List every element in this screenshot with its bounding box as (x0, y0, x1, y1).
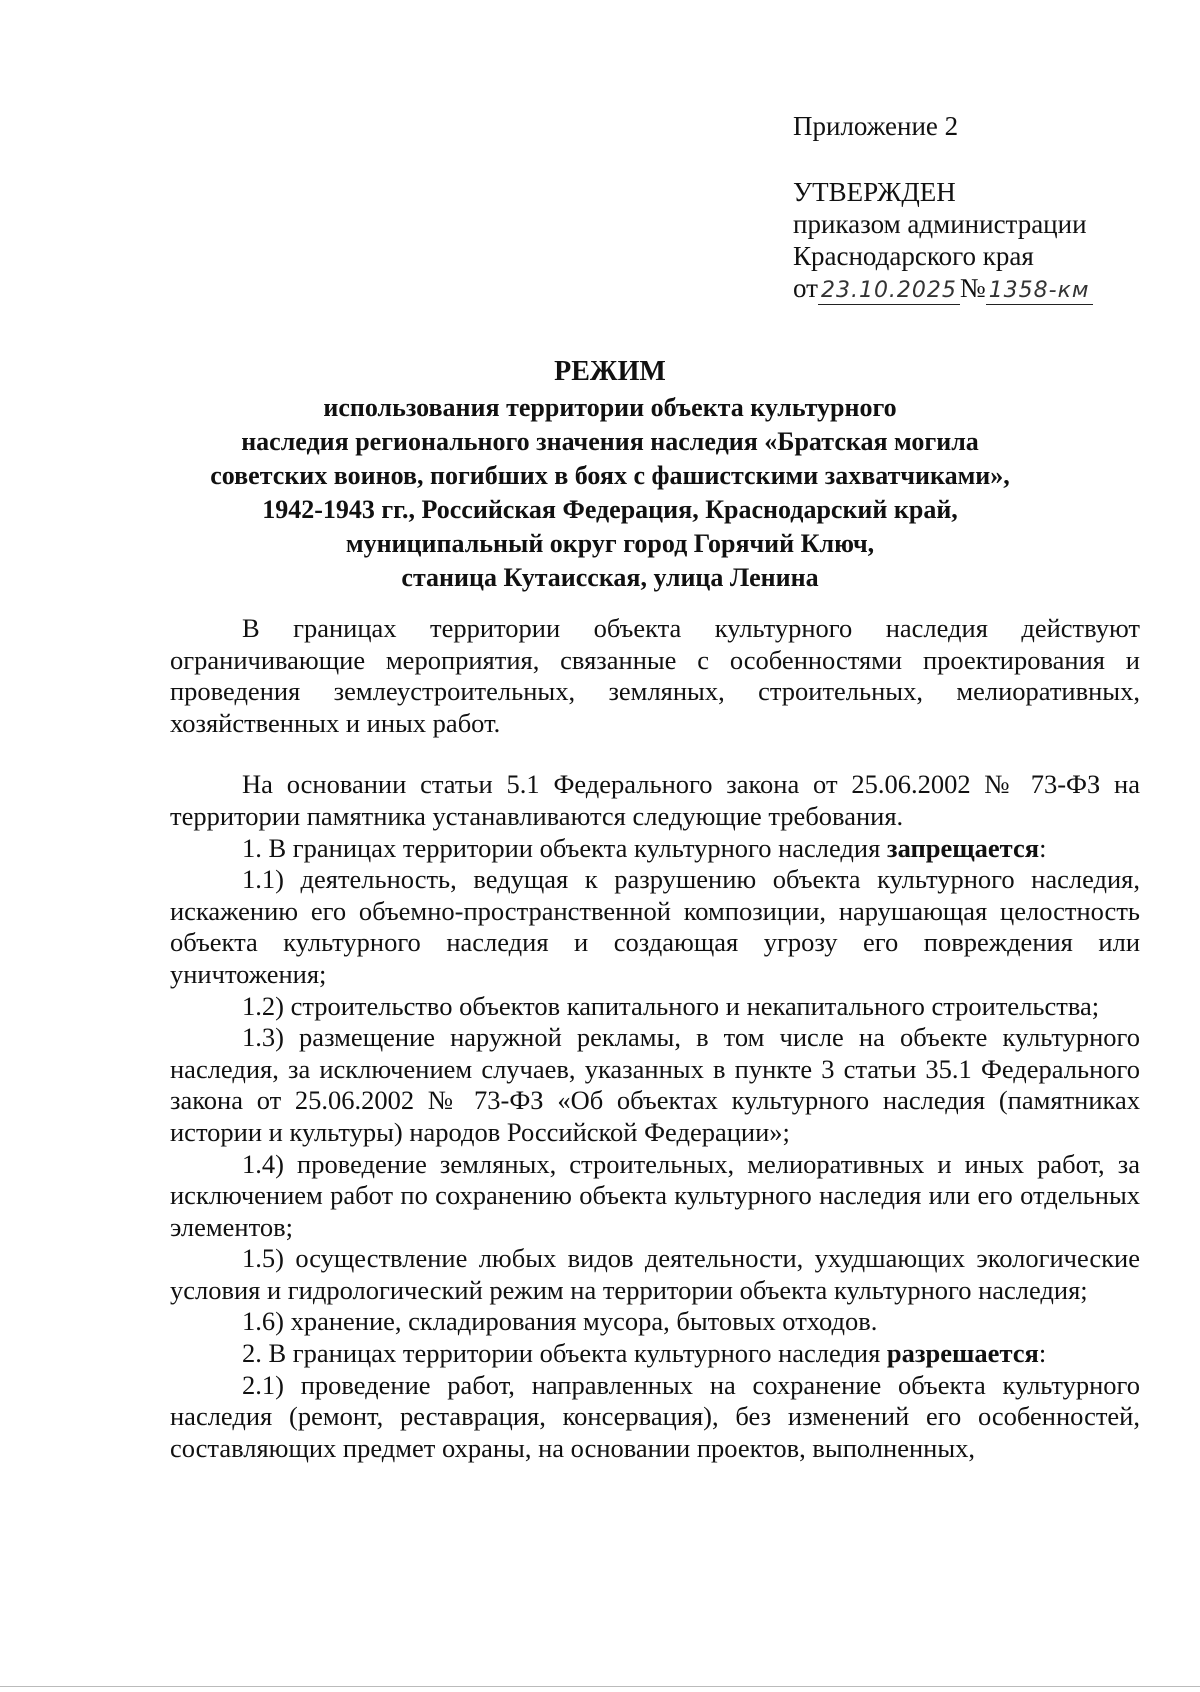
section-1-keyword: запрещается (886, 832, 1040, 863)
item-1-4: 1.4) проведение земляных, строительных, мелиоративных и иных работ, за исключением работ по сохранению объекта культурного наследия или его отдельных элементов; (170, 1148, 1140, 1242)
document-body (170, 613, 1140, 1464)
title-line-6: станица Кутаисская, улица Ленина (401, 563, 819, 592)
approved-label: УТВЕРЖДЕН (793, 177, 956, 207)
section-1-heading (170, 833, 1140, 865)
item-1-3: 1.3) размещение наружной рекламы, в том числе на объекте культурного наследия, за исключением случаев, указанных в пункте 3 статьи 35.1 Федерального закона от 25.06.2002 № 73-ФЗ «Об объектах культурного наследия (памятниках истории и культуры) народов Российской Федерации»; (170, 1022, 1140, 1147)
item-2-1: 2.1) проведение работ, направленных на сохранение объекта культурного наследия (ремонт, реставрация, консервация), без изменений его особенностей, составляющих предмет охраны, на основании проектов, выполненных, (170, 1369, 1140, 1463)
title-line-2: наследия регионального значения наследия «Братская могила (241, 427, 979, 456)
approval-block (793, 110, 1173, 305)
intro-paragraph: В границах территории объекта культурного наследия действуют ограничивающие мероприятия, связанные с особенностями проектирования и проведения землеустроительных, земляных, строительных, мелиоративных, хозяйственных и иных работ. (170, 613, 1140, 738)
approval-date-line (793, 272, 1173, 305)
item-1-5: 1.5) осуществление любых видов деятельности, ухудшающих экологические условия и гидрологический режим на территории объекта культурного наследия; (170, 1243, 1140, 1305)
title-line-1: использования территории объекта культурного (323, 393, 897, 422)
title-line-4: 1942-1943 гг., Российская Федерация, Краснодарский край, (262, 495, 958, 524)
document-title (150, 355, 1070, 595)
section-2-colon: : (1038, 1338, 1047, 1369)
item-1-2: 1.2) строительство объектов капитального и некапитального строительства; (242, 990, 1100, 1021)
handwritten-date: 23.10.2025 (818, 278, 960, 305)
item-1-6: 1.6) хранение, складирования мусора, бытовых отходов. (242, 1306, 878, 1337)
title-line-5: муниципальный округ город Горячий Ключ, (345, 529, 875, 558)
date-prefix: от (793, 273, 818, 303)
basis-paragraph: На основании статьи 5.1 Федерального закона от 25.06.2002 № 73-ФЗ на территории памятника устанавливаются следующие требования. (170, 769, 1140, 831)
section-2-text: 2. В границах территории объекта культурного наследия (242, 1338, 887, 1369)
section-2-keyword: разрешается (886, 1338, 1039, 1369)
section-1-colon: : (1039, 832, 1047, 863)
handwritten-number: 1358-км (986, 278, 1093, 305)
approval-line-2: Краснодарского края (793, 241, 1034, 271)
number-prefix: № (959, 273, 986, 303)
section-2-heading (170, 1338, 1140, 1370)
annex-label: Приложение 2 (793, 111, 959, 141)
title-heading: РЕЖИМ (554, 356, 666, 387)
title-line-3: советских воинов, погибших в боях с фашистскими захватчиками», (210, 461, 1010, 490)
section-1-text: 1. В границах территории объекта культурного наследия (242, 832, 887, 863)
approval-line-1: приказом администрации (793, 209, 1087, 239)
page-bottom-rule (0, 1686, 1200, 1687)
item-1-1: 1.1) деятельность, ведущая к разрушению объекта культурного наследия, искажению его объемно-пространственной композиции, нарушающая целостность объекта культурного наследия и создающая угрозу его повреждения или уничтожения; (170, 864, 1140, 989)
